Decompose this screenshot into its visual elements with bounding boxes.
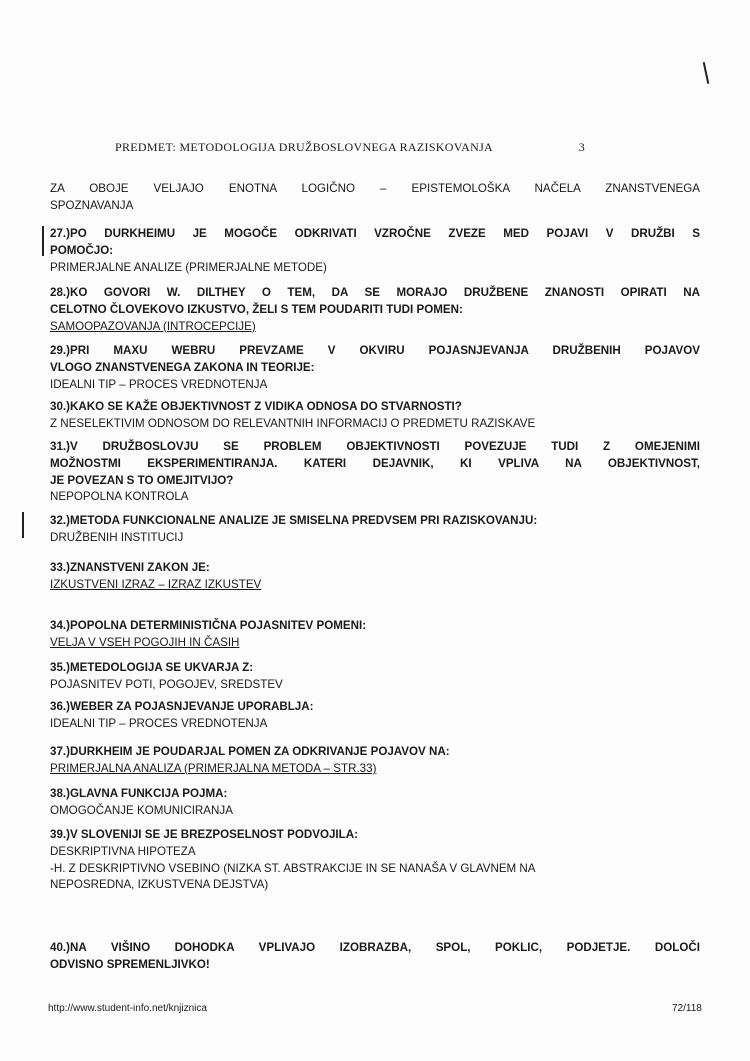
question-text: 29.)PRI MAXU WEBRU PREVZAME V OKVIRU POJASNJEVANJA DRUŽBENIH POJAVOV <box>50 344 700 357</box>
question-item <box>50 827 700 894</box>
question-text: POMOČJO: <box>50 243 114 257</box>
question-item <box>50 513 700 547</box>
question-item <box>50 786 700 820</box>
question-text: 35.)METEDOLOGIJA SE UKVARJA Z: <box>50 661 254 674</box>
question-text: ODVISNO SPREMENLJIVKO! <box>50 957 210 971</box>
footer-url: http://www.student-info.net/knjiznica <box>48 1003 207 1014</box>
question-text: VLOGO ZNANSTVENEGA ZAKONA IN TEORIJE: <box>50 360 315 374</box>
answer-text: DRUŽBENIH INSTITUCIJ <box>50 530 184 544</box>
answer-text: POJASNITEV POTI, POGOJEV, SREDSTEV <box>50 677 283 691</box>
answer-text: VELJA V VSEH POGOJIH IN ČASIH <box>50 635 240 649</box>
question-text: 33.)ZNANSTVENI ZAKON JE: <box>50 561 210 574</box>
question-text: 38.)GLAVNA FUNKCIJA POJMA: <box>50 787 228 800</box>
text-line: SPOZNAVANJA <box>50 198 134 212</box>
footer-page-count: 72/118 <box>672 1003 702 1014</box>
page-header <box>115 140 585 155</box>
question-item <box>50 226 700 276</box>
question-text: 30.)KAKO SE KAŽE OBJEKTIVNOST Z VIDIKA ODNOSA DO STVARNOSTI? <box>50 400 462 413</box>
text-line: ZA OBOJE VELJAJO ENOTNA LOGIČNO – EPISTEMOLOŠKA NAČELA ZNANSTVENEGA <box>50 182 700 195</box>
handwritten-mark <box>22 512 24 538</box>
question-text: CELOTNO ČLOVEKOVO IZKUSTVO, ŽELI S TEM POUDARITI TUDI POMEN: <box>50 302 463 316</box>
question-text: 28.)KO GOVORI W. DILTHEY O TEM, DA SE MORAJO DRUŽBENE ZNANOSTI OPIRATI NA <box>50 286 700 299</box>
question-text: 31.)V DRUŽBOSLOVJU SE PROBLEM OBJEKTIVNOSTI POVEZUJE TUDI Z OMEJENIMI <box>50 440 700 453</box>
question-text: 27.)PO DURKHEIMU JE MOGOČE ODKRIVATI VZROČNE ZVEZE MED POJAVI V DRUŽBI S <box>50 227 700 240</box>
answer-text: NEPOSREDNA, IZKUSTVENA DEJSTVA) <box>50 878 269 892</box>
answer-text: NEPOPOLNA KONTROLA <box>50 490 189 504</box>
question-item <box>50 343 700 393</box>
question-item <box>50 439 700 506</box>
answer-text: IDEALNI TIP – PROCES VREDNOTENJA <box>50 716 268 730</box>
answer-text: PRIMERJALNA ANALIZA (PRIMERJALNA METODA – STR.33) <box>50 761 377 775</box>
header-page-number: 3 <box>578 140 585 154</box>
question-item <box>50 940 700 974</box>
question-item <box>50 744 700 778</box>
question-text: 34.)POPOLNA DETERMINISTIČNA POJASNITEV POMENI: <box>50 619 367 632</box>
handwritten-mark <box>42 226 44 256</box>
question-item <box>50 399 700 433</box>
answer-text: DESKRIPTIVNA HIPOTEZA <box>50 844 196 858</box>
question-item <box>50 618 700 652</box>
answer-text: Z NESELEKTIVIM ODNOSOM DO RELEVANTNIH INFORMACIJ O PREDMETU RAZISKAVE <box>50 416 536 430</box>
intro-paragraph <box>50 181 700 215</box>
handwritten-mark <box>703 62 709 84</box>
question-item <box>50 285 700 335</box>
question-text: 32.)METODA FUNKCIONALNE ANALIZE JE SMISELNA PREDVSEM PRI RAZISKOVANJU: <box>50 514 538 527</box>
header-title: PREDMET: METODOLOGIJA DRUŽBOSLOVNEGA RAZISKOVANJA <box>115 140 494 154</box>
question-text: 40.)NA VIŠINO DOHODKA VPLIVAJO IZOBRAZBA, SPOL, POKLIC, PODJETJE. DOLOČI <box>50 941 700 954</box>
answer-text: PRIMERJALNE ANALIZE (PRIMERJALNE METODE) <box>50 260 327 274</box>
question-text: MOŽNOSTMI EKSPERIMENTIRANJA. KATERI DEJAVNIK, KI VPLIVA NA OBJEKTIVNOST, <box>50 456 700 470</box>
answer-text: IZKUSTVENI IZRAZ – IZRAZ IZKUSTEV <box>50 577 262 591</box>
question-text: 37.)DURKHEIM JE POUDARJAL POMEN ZA ODKRIVANJE POJAVOV NA: <box>50 745 450 758</box>
answer-text: IDEALNI TIP – PROCES VREDNOTENJA <box>50 377 268 391</box>
question-text: 39.)V SLOVENIJI SE JE BREZPOSELNOST PODVOJILA: <box>50 828 358 841</box>
answer-text: OMOGOČANJE KOMUNICIRANJA <box>50 803 233 817</box>
question-text: 36.)WEBER ZA POJASNJEVANJE UPORABLJA: <box>50 700 314 713</box>
answer-text: SAMOOPAZOVANJA (INTROCEPCIJE) <box>50 319 256 333</box>
question-text: JE POVEZAN S TO OMEJITVIJO? <box>50 473 234 487</box>
question-item <box>50 699 700 733</box>
answer-text: -H. Z DESKRIPTIVNO VSEBINO (NIZKA ST. ABSTRAKCIJE IN SE NANAŠA V GLAVNEM NA <box>50 861 536 875</box>
question-item <box>50 660 700 694</box>
question-item <box>50 560 700 594</box>
